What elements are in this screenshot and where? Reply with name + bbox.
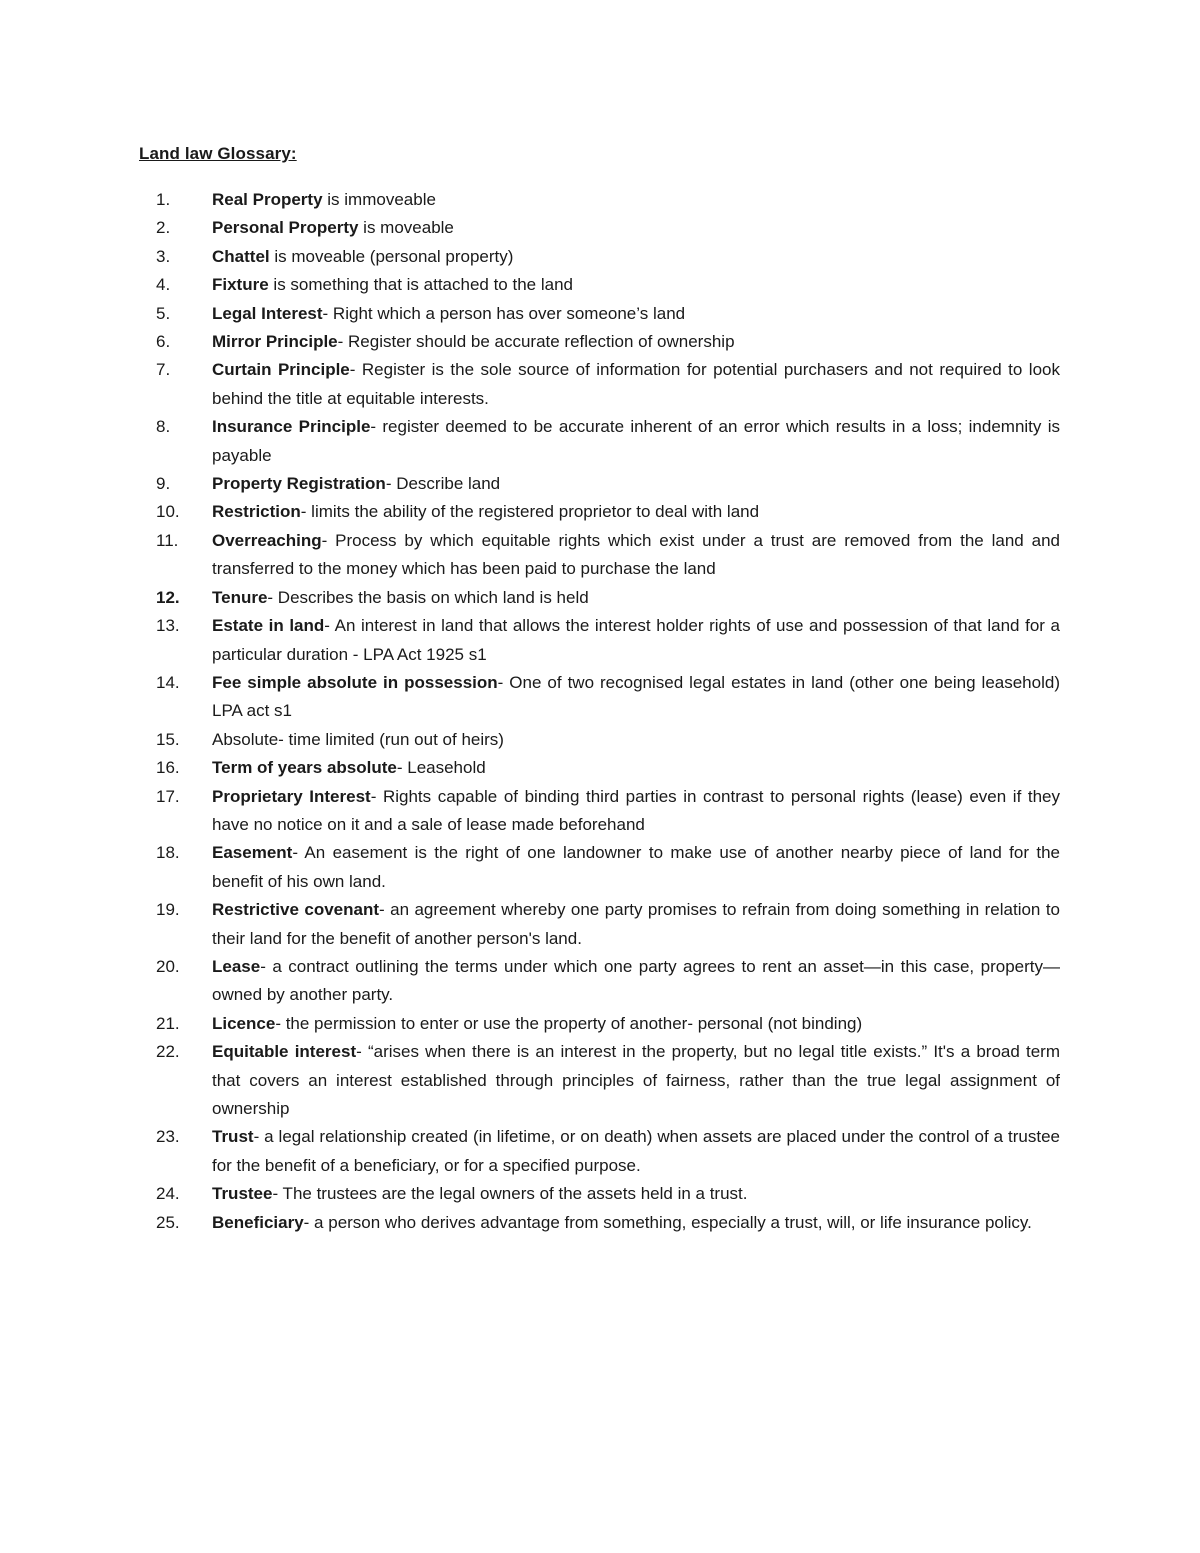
entry-number: 25. <box>156 1212 180 1232</box>
entry-definition: - The trustees are the legal owners of the assets held in a trust. <box>272 1184 748 1204</box>
glossary-entry <box>139 783 1060 840</box>
entry-definition: is moveable (personal property) <box>269 246 514 266</box>
entry-number: 5. <box>156 303 171 323</box>
entry-term: Term of years absolute <box>212 758 397 778</box>
entry-number: 24. <box>156 1184 180 1204</box>
glossary-entry <box>139 1209 1060 1237</box>
entry-number: 23. <box>156 1127 180 1147</box>
entry-term: Lease <box>212 956 261 976</box>
entry-definition: - limits the ability of the registered proprietor to deal with land <box>300 502 760 522</box>
glossary-entry <box>139 584 1060 612</box>
entry-definition: - Leasehold <box>396 758 486 778</box>
glossary-entry <box>139 498 1060 526</box>
entry-number: 12. <box>156 587 180 607</box>
glossary-entry <box>139 612 1060 669</box>
glossary-entry <box>139 1180 1060 1208</box>
entry-number: 16. <box>156 758 180 778</box>
entry-definition: - Describe land <box>385 474 501 494</box>
entry-definition: is immoveable <box>322 190 436 209</box>
entry-number: 17. <box>156 786 180 806</box>
entry-number: 9. <box>156 474 171 494</box>
entry-definition: - An easement is the right of one landowner to make use of another nearby piece of land for the benefit of his own land. <box>212 843 1060 891</box>
entry-definition: - Right which a person has over someone’s land <box>322 303 686 323</box>
entry-term: Insurance Principle <box>212 417 371 437</box>
glossary-entry <box>139 328 1060 356</box>
entry-number: 13. <box>156 616 180 636</box>
entry-definition: - One of two recognised legal estates in land (other one being leasehold) LPA act s1 <box>212 672 1060 721</box>
entry-definition: - Rights capable of binding third parties in contrast to personal rights (lease) even if they have no notice on it and a sale of lease made beforehand <box>212 786 1060 834</box>
entry-definition: - Describes the basis on which land is held <box>267 587 589 607</box>
entry-term: Curtain Principle <box>212 360 350 380</box>
entry-definition: Absolute- time limited (run out of heirs) <box>212 729 504 749</box>
entry-term: Real Property <box>212 190 323 209</box>
entry-number: 4. <box>156 275 171 295</box>
entry-number: 11. <box>156 530 179 550</box>
glossary-entry <box>139 1123 1060 1180</box>
entry-term: Tenure <box>212 587 268 607</box>
glossary-entry <box>139 896 1060 953</box>
entry-number: 20. <box>156 956 180 976</box>
entry-number: 2. <box>156 218 171 238</box>
glossary-list <box>139 186 1060 1237</box>
glossary-entry <box>139 470 1060 498</box>
entry-definition: - the permission to enter or use the property of another- personal (not binding) <box>275 1013 863 1033</box>
entry-number: 1. <box>156 190 171 209</box>
entry-term: Beneficiary <box>212 1212 304 1232</box>
entry-definition: is moveable <box>358 218 454 238</box>
entry-number: 7. <box>156 360 171 380</box>
glossary-entry <box>139 1010 1060 1038</box>
entry-definition: - Process by which equitable rights which exist under a trust are removed from the land and transferred to the money which has been paid to purchase the land <box>212 530 1060 579</box>
entry-number: 8. <box>156 417 171 437</box>
entry-term: Fee simple absolute in possession <box>212 672 498 692</box>
entry-definition: - “arises when there is an interest in the property, but no legal title exists.” It's a broad term that covers an interest established through principles of fairness, rather than the true legal assignment of ownership <box>212 1042 1061 1118</box>
glossary-entry <box>139 953 1060 1010</box>
glossary-entry <box>139 754 1060 782</box>
entry-term: Restrictive covenant <box>212 900 380 920</box>
entry-number: 22. <box>156 1042 180 1062</box>
glossary-entry <box>139 839 1060 896</box>
entry-number: 18. <box>156 843 180 863</box>
glossary-entry <box>139 300 1060 328</box>
entry-definition: - Register is the sole source of information for potential purchasers and not required to look behind the title at equitable interests. <box>212 360 1060 408</box>
glossary-entry <box>139 356 1060 413</box>
entry-term: Personal Property <box>212 218 359 238</box>
entry-term: Proprietary Interest <box>212 786 371 806</box>
entry-term: Restriction <box>212 502 301 522</box>
entry-definition: - a legal relationship created (in lifetime, or on death) when assets are placed under the control of a trustee for the benefit of a beneficiary, or for a specified purpose. <box>212 1127 1060 1175</box>
entry-definition: is something that is attached to the land <box>268 275 573 295</box>
entry-definition: - An interest in land that allows the interest holder rights of use and possession of that land for a particular duration - LPA Act 1925 s1 <box>212 616 1060 664</box>
glossary-entry <box>139 186 1060 214</box>
entry-term: Overreaching <box>212 530 322 550</box>
entry-term: Legal Interest <box>212 303 323 323</box>
entry-definition: - register deemed to be accurate inherent of an error which results in a loss; indemnity is payable <box>212 417 1060 465</box>
glossary-entry <box>139 726 1060 754</box>
entry-number: 21. <box>156 1013 180 1033</box>
entry-term: Mirror Principle <box>212 332 338 352</box>
entry-number: 10. <box>156 502 180 522</box>
entry-term: Trustee <box>212 1184 273 1204</box>
glossary-entry <box>139 243 1060 271</box>
entry-number: 3. <box>156 246 171 266</box>
entry-number: 14. <box>156 672 180 692</box>
entry-definition: - an agreement whereby one party promises to refrain from doing something in relation to their land for the benefit of another person's land. <box>212 900 1060 948</box>
entry-term: Chattel <box>212 246 270 266</box>
entry-term: Estate in land <box>212 616 325 636</box>
glossary-entry <box>139 214 1060 242</box>
glossary-entry <box>139 271 1060 299</box>
entry-term: Property Registration <box>212 474 386 494</box>
entry-definition: - a person who derives advantage from something, especially a trust, will, or life insurance policy. <box>303 1212 1032 1232</box>
entry-term: Licence <box>212 1013 276 1033</box>
glossary-entry <box>139 413 1060 470</box>
entry-term: Easement <box>212 843 293 863</box>
entry-definition: - a contract outlining the terms under which one party agrees to rent an asset—in this case, property—owned by another party. <box>212 956 1060 1005</box>
glossary-entry <box>139 527 1060 584</box>
entry-term: Equitable interest <box>212 1042 357 1062</box>
entry-number: 15. <box>156 729 180 749</box>
glossary-entry <box>139 1038 1060 1123</box>
glossary-entry <box>139 669 1060 726</box>
entry-term: Fixture <box>212 275 269 295</box>
entry-term: Trust <box>212 1127 254 1147</box>
document-title: Land law Glossary: <box>139 144 297 163</box>
entry-number: 19. <box>156 900 180 920</box>
entry-definition: - Register should be accurate reflection of ownership <box>337 332 735 352</box>
entry-number: 6. <box>156 332 171 352</box>
